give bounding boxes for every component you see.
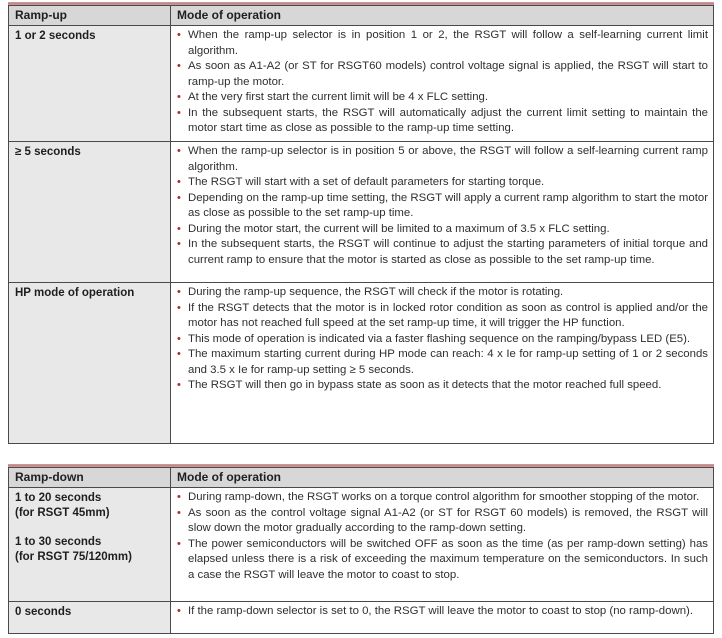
row-content-cell bbox=[171, 602, 714, 634]
row-label-line: (for RSGT 75/120mm) bbox=[15, 551, 132, 563]
ramp-up-header-cell-1: Mode of operation bbox=[171, 6, 714, 26]
row-label-line: 0 seconds bbox=[15, 606, 72, 618]
table-row bbox=[9, 602, 714, 634]
bullet-item: • The power semiconductors will be switched OFF as soon as the time (as per ramp-down setting) has elapsed unless there is a risk of exceeding the maximum temperature on the semiconductors. In such a case the RSGT will leave the motor to coast to stop. bbox=[175, 537, 708, 584]
row-label-line: 1 to 30 seconds bbox=[15, 536, 102, 548]
table-row bbox=[9, 26, 714, 142]
bullet-item: • If the RSGT detects that the motor is in locked rotor condition as soon as control is applied and/or the motor has not reached full speed at the set ramp-up time, it will trigger the HP function. bbox=[175, 301, 708, 332]
bullet-item: • This mode of operation is indicated via a faster flashing sequence on the ramping/bypass LED (E5). bbox=[175, 332, 708, 348]
row-label-cell bbox=[9, 283, 171, 444]
bullet-item: • At the very first start the current limit will be 4 x FLC setting. bbox=[175, 90, 708, 106]
row-label-spacer bbox=[15, 521, 164, 535]
ramp-up-table bbox=[8, 5, 714, 444]
bullet-item: • Depending on the ramp-up time setting, the RSGT will apply a current ramp algorithm to start the motor as close as possible to the set ramp-up time. bbox=[175, 191, 708, 222]
ramp-up-table-section bbox=[8, 2, 714, 444]
bullet-item: • In the subsequent starts, the RSGT will automatically adjust the current limit setting to maintain the motor start time as close as possible to the ramp-up time setting. bbox=[175, 106, 708, 137]
header-row bbox=[9, 468, 714, 488]
bullet-item: • During the motor start, the current will be limited to a maximum of 3.5 x FLC setting. bbox=[175, 222, 708, 238]
bullet-item: • If the ramp-down selector is set to 0, the RSGT will leave the motor to coast to stop (no ramp-down). bbox=[175, 604, 708, 620]
row-label-cell bbox=[9, 602, 171, 634]
ramp-down-header-cell-1: Mode of operation bbox=[171, 468, 714, 488]
bullet-item: • When the ramp-up selector is in position 1 or 2, the RSGT will follow a self-learning current limit algorithm. bbox=[175, 28, 708, 59]
ramp-down-table-head bbox=[9, 468, 714, 488]
ramp-up-table-body bbox=[9, 26, 714, 444]
row-label-cell bbox=[9, 26, 171, 142]
bullet-item: • In the subsequent starts, the RSGT will continue to adjust the starting parameters of initial torque and current ramp to ensure that the motor is started as close as possible to the set ramp-up time. bbox=[175, 237, 708, 268]
row-label-line: 1 to 20 seconds bbox=[15, 492, 102, 504]
row-content-cell bbox=[171, 488, 714, 602]
row-label-cell bbox=[9, 488, 171, 602]
ramp-down-table bbox=[8, 467, 714, 634]
bullet-item: • The RSGT will then go in bypass state as soon as it detects that the motor reached full speed. bbox=[175, 378, 708, 394]
row-label-line: HP mode of operation bbox=[15, 287, 135, 299]
ramp-down-table-section bbox=[8, 464, 714, 634]
bullet-list bbox=[175, 604, 708, 620]
bullet-item: • The RSGT will start with a set of default parameters for starting torque. bbox=[175, 175, 708, 191]
bullet-list bbox=[175, 144, 708, 268]
bullet-item: • As soon as the control voltage signal A1-A2 (or ST for RSGT 60 models) is removed, the RSGT will slow down the motor gradually according to the ramp-down setting. bbox=[175, 506, 708, 537]
table-row bbox=[9, 142, 714, 283]
bullet-item: • During ramp-down, the RSGT works on a torque control algorithm for smoother stopping of the motor. bbox=[175, 490, 708, 506]
row-content-cell bbox=[171, 142, 714, 283]
table-row bbox=[9, 283, 714, 444]
ramp-up-table-head bbox=[9, 6, 714, 26]
row-content-cell bbox=[171, 283, 714, 444]
ramp-up-header-cell-0: Ramp-up bbox=[9, 6, 171, 26]
bullet-item: • The maximum starting current during HP mode can reach: 4 x Ie for ramp-up setting of 1 or 2 seconds and 3.5 x Ie for ramp-up setting ≥ 5 seconds. bbox=[175, 347, 708, 378]
ramp-down-table-body bbox=[9, 488, 714, 634]
bullet-list bbox=[175, 490, 708, 583]
table-row bbox=[9, 488, 714, 602]
bullet-item: • As soon as A1-A2 (or ST for RSGT60 models) control voltage signal is applied, the RSGT will start to ramp-up the motor. bbox=[175, 59, 708, 90]
ramp-down-header-cell-0: Ramp-down bbox=[9, 468, 171, 488]
bullet-item: • During the ramp-up sequence, the RSGT will check if the motor is rotating. bbox=[175, 285, 708, 301]
bullet-list bbox=[175, 285, 708, 394]
row-label-line: 1 or 2 seconds bbox=[15, 30, 96, 42]
row-content-cell bbox=[171, 26, 714, 142]
row-label-cell bbox=[9, 142, 171, 283]
bullet-item: • When the ramp-up selector is in position 5 or above, the RSGT will follow a self-learning current ramp algorithm. bbox=[175, 144, 708, 175]
row-label-line: ≥ 5 seconds bbox=[15, 146, 81, 158]
row-label-line: (for RSGT 45mm) bbox=[15, 507, 110, 519]
header-row bbox=[9, 6, 714, 26]
bullet-list bbox=[175, 28, 708, 137]
